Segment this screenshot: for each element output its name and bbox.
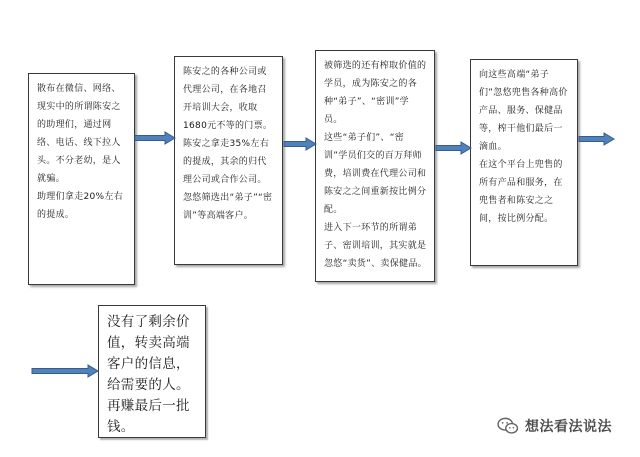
step-4-text-1: 向这些高端“弟子们”忽悠兜售各种高价产品、服务、保健品等，榨干他们最后一滴血。 — [479, 70, 568, 152]
step-4-text-2: 在这个平台上兜售的所有产品和服务，在兜售者和陈安之之间，按比例分配。 — [479, 160, 563, 224]
flow-step-3 — [315, 50, 435, 282]
watermark — [497, 415, 612, 437]
step-1-text-1: 散布在微信、网络、现实中的所谓陈安之的助理们，通过网络、电话、线下拉人头。不分老幼，是人就骗。 — [37, 84, 121, 184]
step-2-text-3: 忽悠筛选出“弟子”“密训”等高端客户。 — [183, 193, 273, 221]
step-3-text-2: 这些“弟子们”、“密训”学员们交的百万拜师费，培训费在代理公司和陈安之之间重新按比例分配。 — [324, 133, 427, 215]
step-2-text-1: 陈安之的各种公司或代理公司，在各地召开培训大会，收取1680元不等的门票。 — [183, 67, 273, 131]
arrow-step3-to-step4 — [435, 141, 472, 155]
step-3-text-1: 被筛选的还有榨取价值的学员，成为陈安之的各种“弟子”、“密训”学员。 — [324, 61, 427, 125]
step-3-text-3: 进入下一环节的所谓弟子、密训培训，其实就是忽悠“卖货”、卖保健品。 — [324, 223, 427, 269]
arrow-step2-to-step3 — [283, 137, 317, 151]
flow-step-1 — [28, 73, 135, 285]
wechat-icon — [497, 417, 519, 435]
step-2-text-2: 陈安之拿走35%左右的提成，其余的归代理公司或合作公司。 — [183, 139, 270, 185]
flow-step-2 — [174, 56, 283, 265]
step-5-text-1: 没有了剩余价值，转卖高端客户的信息，给需要的人。再赚最后一批钱。 — [107, 314, 190, 435]
watermark-text: 想法看法说法 — [525, 419, 612, 435]
flow-step-4 — [470, 59, 578, 266]
arrow-step1-to-step2 — [134, 131, 176, 145]
arrow-step4-to-next — [578, 132, 615, 146]
flow-step-5 — [98, 305, 206, 438]
arrow-into-step5 — [31, 364, 99, 378]
step-1-text-2: 助理们拿走20%左右的提成。 — [37, 192, 124, 220]
